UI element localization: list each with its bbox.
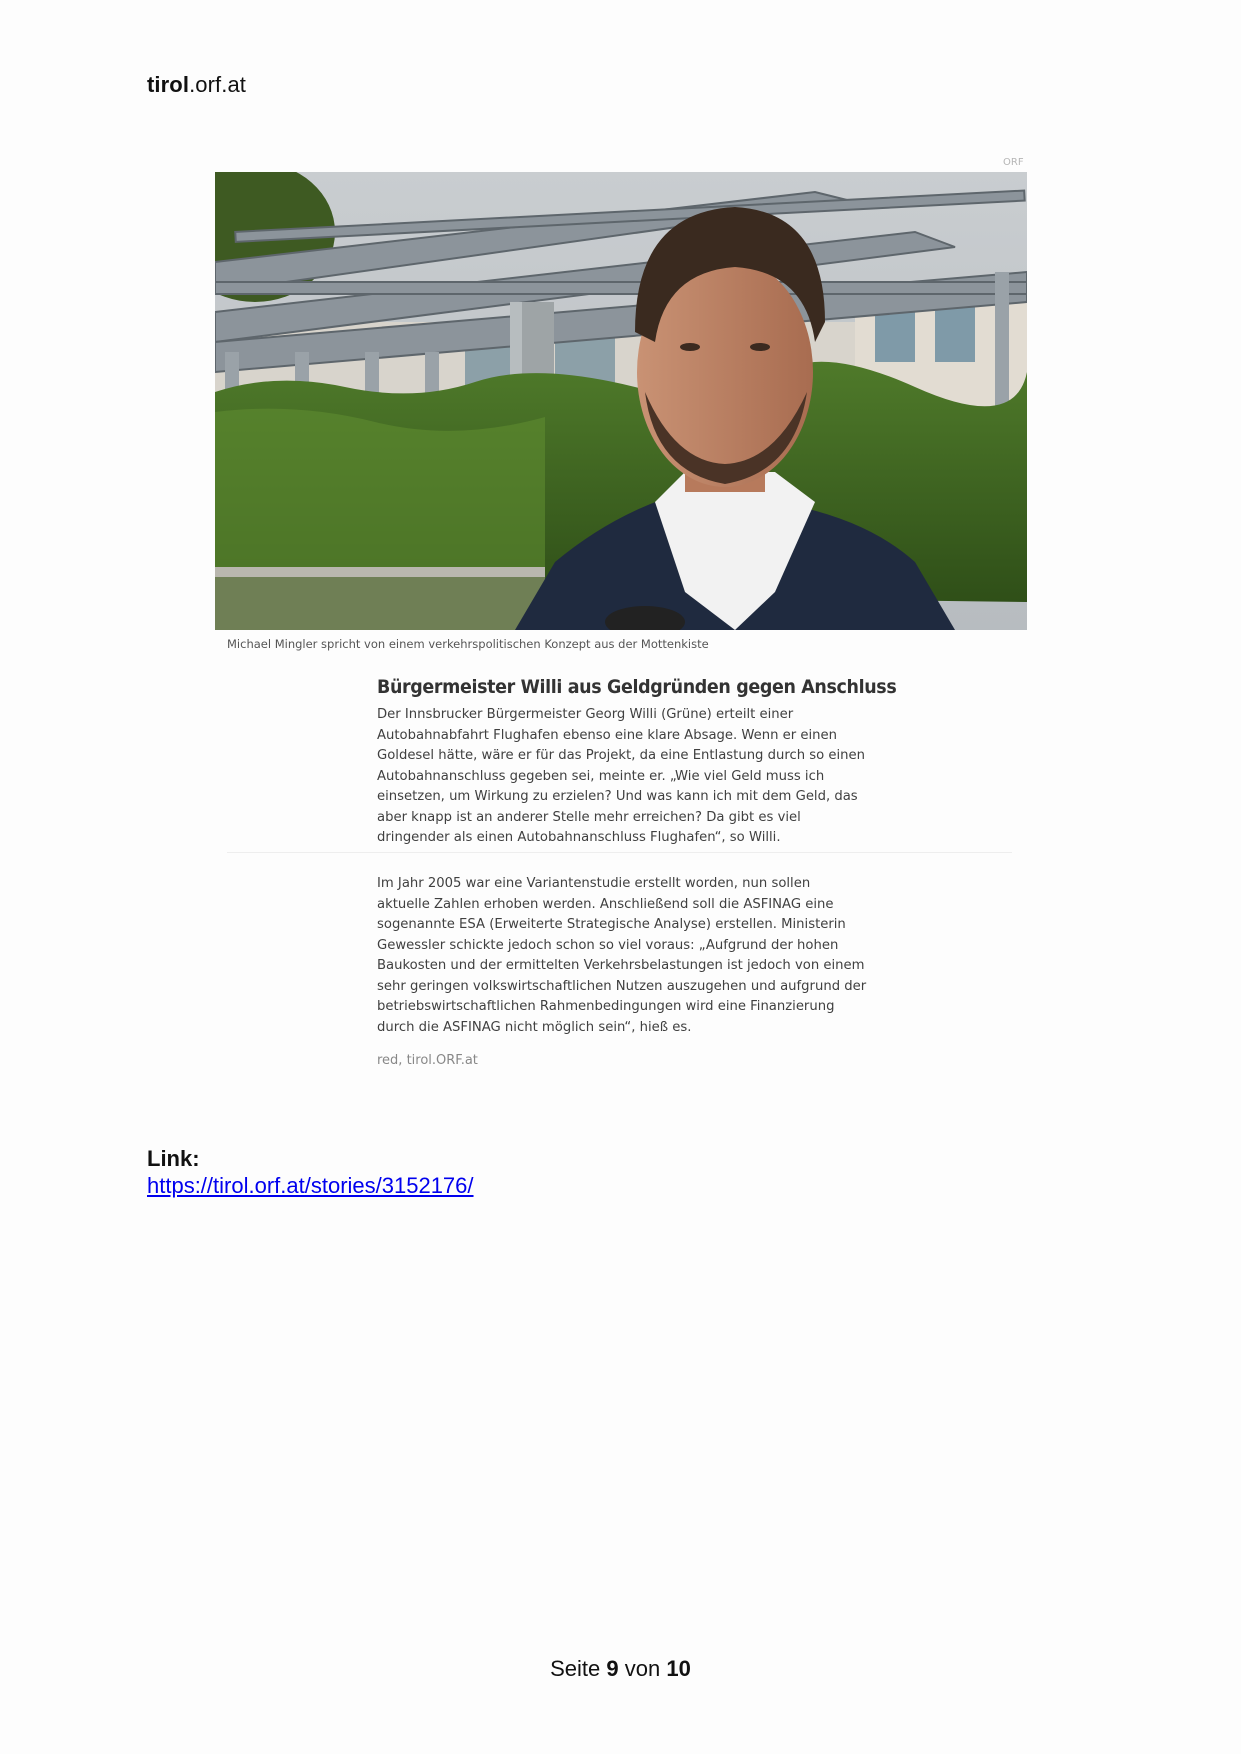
footer-prefix: Seite	[550, 1656, 601, 1681]
article-byline: red, tirol.ORF.at	[377, 1053, 478, 1068]
article-photo	[215, 172, 1027, 630]
site-title-bold: tirol	[147, 72, 190, 97]
photo-caption: Michael Mingler spricht von einem verkehrspolitischen Konzept aus der Mottenkiste	[227, 637, 709, 651]
link-label: Link:	[147, 1146, 200, 1171]
article-paragraph-1: Der Innsbrucker Bürgermeister Georg Willi (Grüne) erteilt einer Autobahnabfahrt Flughafen ebenso eine klare Absage. Wenn er einen Goldesel hätte, wäre er für das Projekt, da eine Entlastung durch so einen Autobahnanschluss gegeben sei, meinte er. „Wie viel Geld muss ich einsetzen, um Wirkung zu erzielen? Und was kann ich mit dem Geld, das aber knapp ist an anderer Stelle mehr erreichen? Da gibt es viel dringender als einen Autobahnanschluss Flughafen“, so Willi.	[377, 707, 866, 845]
source-link[interactable]: https://tirol.orf.at/stories/3152176/	[147, 1173, 474, 1198]
divider	[227, 852, 1012, 853]
site-title-rest: .orf.at	[189, 72, 247, 97]
photo-credit: ORF	[1003, 157, 1024, 168]
page-number: 9	[606, 1656, 619, 1681]
footer-middle: von	[624, 1656, 661, 1681]
site-title	[147, 72, 246, 98]
article-paragraph-2: Im Jahr 2005 war eine Variantenstudie erstellt worden, nun sollen aktuelle Zahlen erhoben werden. Anschließend soll die ASFINAG eine sogenannte ESA (Erweiterte Strategische Analyse) erstellen. Ministerin Gewessler schickte jedoch schon so viel voraus: „Aufgrund der hohen Baukosten und der ermittelten Verkehrsbelastungen ist jedoch von einem sehr geringen volkswirtschaftlichen Nutzen auszugehen und aufgrund der betriebswirtschaftlichen Rahmenbedingungen wird eine Finanzierung durch die ASFINAG nicht möglich sein“, hieß es.	[377, 876, 867, 1035]
article-headline: Bürgermeister Willi aus Geldgründen gegen Anschluss	[377, 676, 897, 698]
page-footer	[0, 1656, 1241, 1682]
page-total: 10	[666, 1656, 691, 1681]
